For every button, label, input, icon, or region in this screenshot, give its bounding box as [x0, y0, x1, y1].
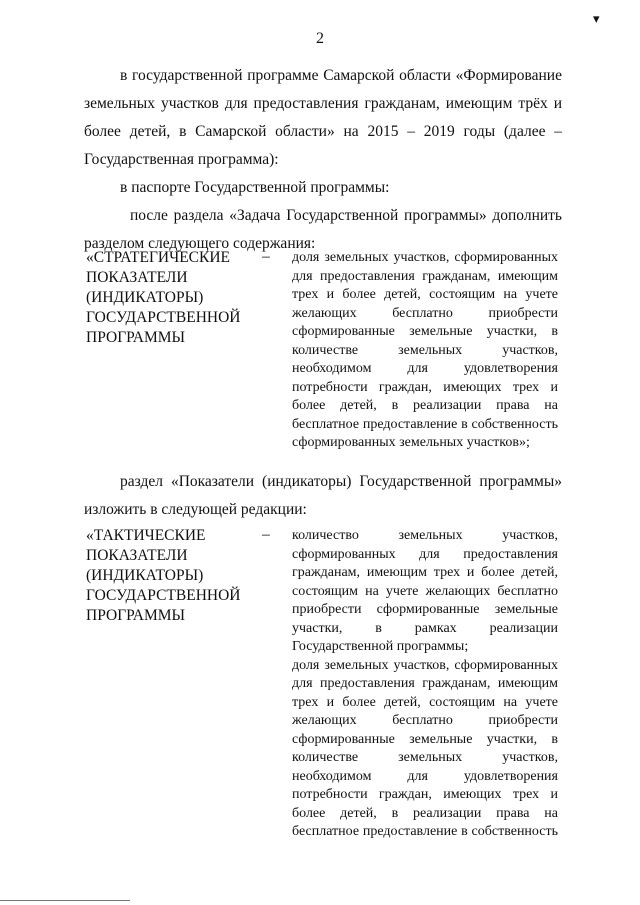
bottom-rule — [0, 900, 130, 901]
tactical-indicators-label: «ТАКТИЧЕСКИЕ ПОКАЗАТЕЛИ (ИНДИКАТОРЫ) ГОСУДАРСТВЕННОЙ ПРОГРАММЫ — [86, 527, 241, 624]
paragraph-program: в государственной программе Самарской области «Формирование земельных участков для предоставления гражданам, имеющим трёх и более детей, в Самарской области» на 2015 – 2019 годы (далее – Государственная программа): — [84, 67, 562, 168]
tactical-dash: – — [262, 526, 270, 543]
paragraph-add-section: после раздела «Задача Государственной программы» дополнить разделом следующего содержания: — [84, 207, 562, 252]
strategic-indicators-label: «СТРАТЕГИЧЕСКИЕ ПОКАЗАТЕЛИ (ИНДИКАТОРЫ) ГОСУДАРСТВЕННОЙ ПРОГРАММЫ — [86, 249, 241, 346]
page-number: 2 — [316, 30, 324, 47]
corner-mark: ▾ — [593, 11, 600, 26]
strategic-indicators-text — [292, 249, 558, 453]
paragraph-passport: в паспорте Государственной программы: — [120, 179, 390, 196]
strategic-indicator-1: доля земельных участков, сформированных для предоставления гражданам, имеющим трех и более детей, состоящим на учете желающих бесплатно приобрести сформированные земельные участки, в количестве земельных участков, необходимом для удовлетворения потребности граждан, имеющих трех и более детей, в реализации права на бесплатное предоставление в собственность сформированных земельных участков»; — [292, 250, 558, 450]
tactical-indicator-1: количество земельных участков, сформированных для предоставления гражданам, имеющим трех и более детей, состоящим на учете желающих бесплатно приобрести сформированные земельные участки, в рамках реализации Государственной программы; — [292, 528, 558, 654]
strategic-dash: – — [262, 248, 270, 265]
tactical-indicator-2: доля земельных участков, сформированных для предоставления гражданам, имеющим трех и более детей, состоящим на учете желающих бесплатно приобрести сформированные земельные участки, в количестве земельных участков, необходимом для удовлетворения потребности граждан, имеющих трех и более детей, в реализации права на бесплатное предоставление в собственность — [292, 657, 558, 839]
tactical-indicators-text — [292, 527, 558, 842]
paragraph-replace-section: раздел «Показатели (индикаторы) Государственной программы» изложить в следующей редакции: — [84, 473, 562, 518]
